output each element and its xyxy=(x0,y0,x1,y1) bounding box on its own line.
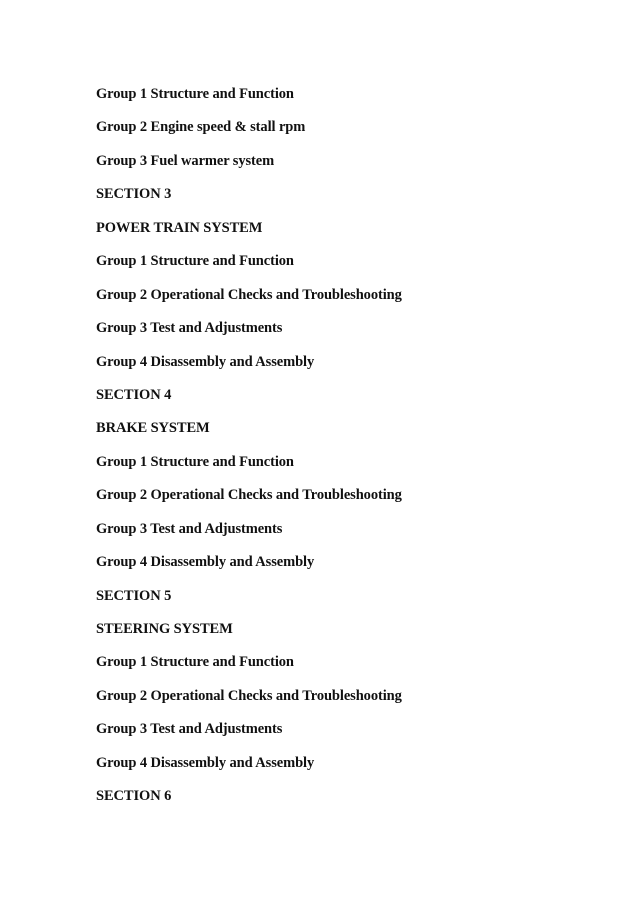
toc-section-heading: SECTION 3 xyxy=(96,186,172,203)
toc-group-test-adjustments: Group 3 Test and Adjustments xyxy=(96,320,283,337)
toc-section-heading: SECTION 5 xyxy=(96,587,172,604)
toc-group-structure-function: Group 1 Structure and Function xyxy=(96,654,294,671)
toc-group-disassembly-assembly: Group 4 Disassembly and Assembly xyxy=(96,754,315,771)
toc-section-title: STEERING SYSTEM xyxy=(96,621,233,637)
toc-group-operational-checks: Group 2 Operational Checks and Troubleshooting xyxy=(96,286,402,303)
table-of-contents xyxy=(96,86,402,822)
toc-group-operational-checks: Group 2 Operational Checks and Troubleshooting xyxy=(96,687,402,704)
toc-group-structure-function: Group 1 Structure and Function xyxy=(96,453,294,470)
toc-group-operational-checks: Group 2 Operational Checks and Troubleshooting xyxy=(96,487,402,504)
toc-group-fuel-warmer: Group 3 Fuel warmer system xyxy=(96,152,275,169)
toc-group-engine-speed: Group 2 Engine speed & stall rpm xyxy=(96,119,306,136)
toc-group-disassembly-assembly: Group 4 Disassembly and Assembly xyxy=(96,353,315,370)
toc-group-disassembly-assembly: Group 4 Disassembly and Assembly xyxy=(96,554,315,571)
toc-group-test-adjustments: Group 3 Test and Adjustments xyxy=(96,520,283,537)
toc-group-structure-function: Group 1 Structure and Function xyxy=(96,253,294,270)
toc-section-heading: SECTION 4 xyxy=(96,386,172,403)
toc-group-test-adjustments: Group 3 Test and Adjustments xyxy=(96,721,283,738)
toc-section-title: POWER TRAIN SYSTEM xyxy=(96,219,263,236)
toc-group-structure-function: Group 1 Structure and Function xyxy=(96,86,294,102)
toc-section-heading: SECTION 6 xyxy=(96,788,172,805)
toc-section-title: BRAKE SYSTEM xyxy=(96,420,210,437)
